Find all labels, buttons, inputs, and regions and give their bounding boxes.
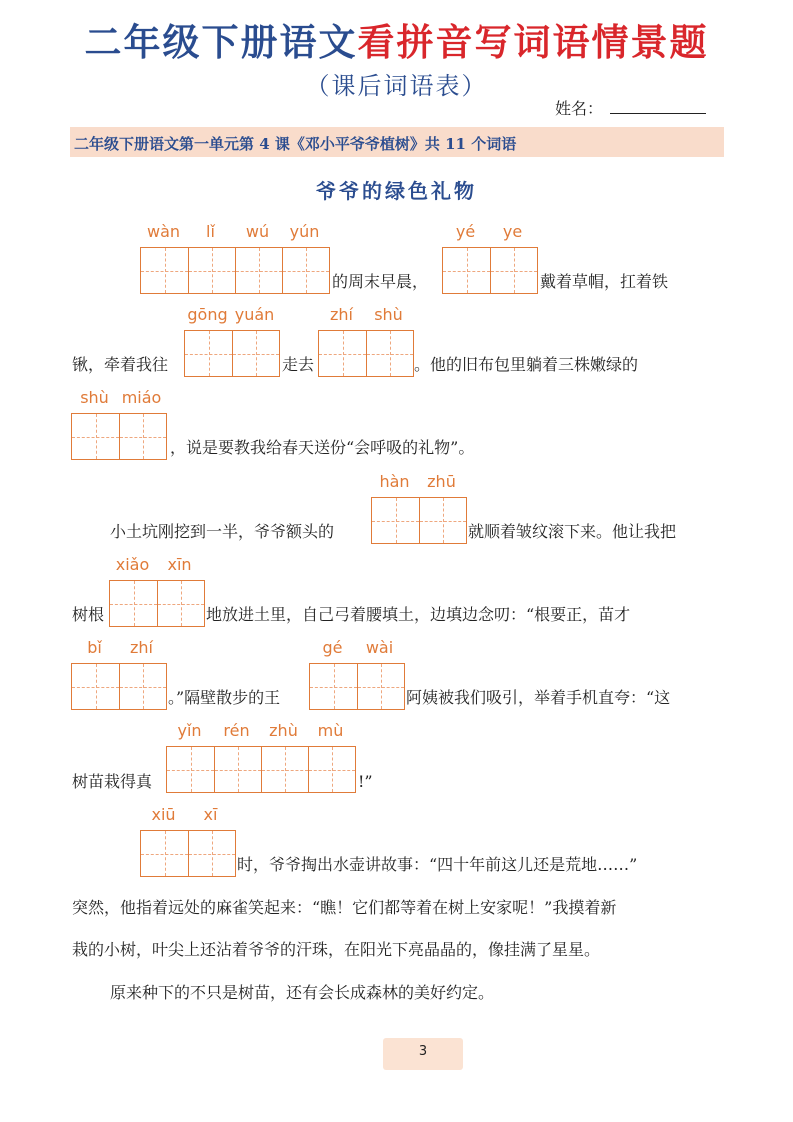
story-text: 树苗栽得真	[72, 772, 153, 791]
story-title: 爷爷的绿色礼物	[316, 179, 477, 203]
story-text: 原来种下的不只是树苗，还有会长成森林的美好约定。	[110, 983, 495, 1002]
pinyin: wài	[365, 638, 394, 657]
pinyin: ye	[502, 222, 523, 241]
story-text: 小土坑刚挖到一半，爷爷额头的	[110, 522, 335, 541]
story-text: 就顺着皱纹滚下来。他让我把	[468, 522, 677, 541]
pinyin: gōng	[187, 305, 228, 324]
writing-grid[interactable]	[442, 247, 538, 294]
story-text: 走去	[282, 355, 315, 374]
pinyin: yún	[289, 222, 320, 241]
story-text: 的周末早晨，	[332, 272, 429, 291]
pinyin: rén	[223, 721, 250, 740]
title-part-2: 看拼音写词语情景题	[357, 21, 709, 64]
pinyin: xī	[203, 805, 218, 824]
pinyin: zhū	[427, 472, 456, 491]
story-text: 树根	[72, 605, 105, 624]
pinyin: xiū	[151, 805, 176, 824]
story-text: 阿姨被我们吸引，举着手机直夸：“这	[406, 688, 671, 707]
pinyin: zhí	[330, 305, 353, 324]
writing-grid[interactable]	[140, 247, 330, 294]
pinyin: zhù	[269, 721, 298, 740]
name-label: 姓名：	[555, 99, 604, 118]
name-field[interactable]	[610, 113, 706, 114]
story-text: 戴着草帽，扛着铁	[540, 272, 669, 291]
story-text: 。他的旧布包里躺着三株嫩绿的	[414, 355, 639, 374]
pinyin: mù	[317, 721, 344, 740]
writing-grid[interactable]	[184, 330, 280, 377]
pinyin: yuán	[234, 305, 275, 324]
writing-grid[interactable]	[371, 497, 467, 544]
lesson-banner-text: 二年级下册语文第一单元第 4 课《邓小平爷爷植树》共 11 个词语	[74, 135, 517, 153]
page-title	[0, 18, 793, 68]
writing-grid[interactable]	[318, 330, 414, 377]
page-subtitle: （课后词语表）	[305, 72, 488, 100]
story-text: ，说是要教我给春天送份“会呼吸的礼物”。	[170, 438, 475, 457]
story-text: !”	[358, 772, 373, 791]
story-text: 栽的小树，叶尖上还沾着爷爷的汗珠，在阳光下亮晶晶的，像挂满了星星。	[72, 940, 601, 959]
writing-grid[interactable]	[71, 413, 167, 460]
writing-grid[interactable]	[309, 663, 405, 710]
pinyin: shù	[80, 388, 109, 407]
writing-grid[interactable]	[71, 663, 167, 710]
pinyin: hàn	[379, 472, 410, 491]
pinyin: xiǎo	[115, 555, 150, 574]
page-number: 3	[418, 1044, 428, 1059]
writing-grid[interactable]	[140, 830, 236, 877]
story-text: 时，爷爷掏出水壶讲故事：“四十年前这儿还是荒地……”	[237, 855, 638, 874]
pinyin: wú	[245, 222, 270, 241]
pinyin: zhí	[130, 638, 153, 657]
story-text: 地放进土里，自己弓着腰填土，边填边念叨：“根要正，苗才	[206, 605, 631, 624]
pinyin: lǐ	[206, 222, 215, 241]
pinyin: gé	[322, 638, 343, 657]
pinyin: yǐn	[177, 721, 202, 740]
writing-grid[interactable]	[109, 580, 205, 627]
story-text: 锹，牵着我往	[72, 355, 169, 374]
pinyin: wàn	[146, 222, 181, 241]
pinyin: bǐ	[87, 638, 102, 657]
title-part-1: 二年级下册语文	[84, 21, 358, 64]
writing-grid[interactable]	[166, 746, 356, 793]
pinyin: yé	[455, 222, 476, 241]
pinyin: shù	[374, 305, 403, 324]
story-text: 。”隔壁散步的王	[168, 688, 281, 707]
story-text: 突然，他指着远处的麻雀笑起来：“瞧！它们都等着在树上安家呢！”我摸着新	[72, 898, 617, 917]
pinyin: miáo	[121, 388, 162, 407]
pinyin: xīn	[167, 555, 192, 574]
